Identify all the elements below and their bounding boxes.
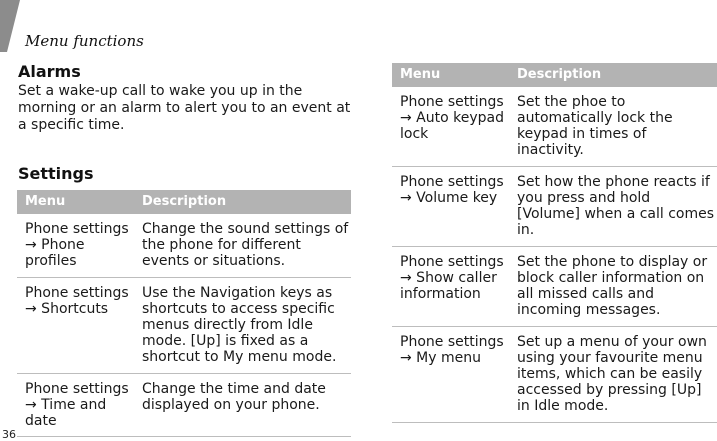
description-cell: Use the Navigation keys as shortcuts to access specific menus directly from Idle mode. [Up] is fixed as a shortcut to My menu mode. <box>134 278 351 374</box>
table-row <box>17 278 351 374</box>
description-cell: Set how the phone reacts if you press and hold [Volume] when a call comes in. <box>509 167 717 247</box>
description-column-header: Description <box>134 190 351 214</box>
table-row <box>392 327 717 423</box>
description-cell: Change the time and date displayed on your phone. <box>134 374 351 437</box>
table-row <box>392 247 717 327</box>
table-row <box>392 87 717 167</box>
table-header-row <box>392 63 717 87</box>
menu-cell: Phone settings → Shortcuts <box>17 278 134 374</box>
menu-cell: Phone settings → Auto keypad lock <box>392 87 509 167</box>
menu-cell: Phone settings → Time and date <box>17 374 134 437</box>
menu-column-header: Menu <box>392 63 509 87</box>
alarms-heading: Alarms <box>18 62 81 81</box>
table-row <box>17 214 351 278</box>
description-cell: Set up a menu of your own using your favourite menu items, which can be easily accessed by pressing [Up] in Idle mode. <box>509 327 717 423</box>
menu-column-header: Menu <box>17 190 134 214</box>
page-number: 36 <box>2 428 16 441</box>
menu-cell: Phone settings → Show caller information <box>392 247 509 327</box>
settings-table-left <box>17 190 351 437</box>
menu-cell: Phone settings → My menu <box>392 327 509 423</box>
description-cell: Set the phoe to automatically lock the keypad in times of inactivity. <box>509 87 717 167</box>
settings-table-right <box>392 63 717 423</box>
description-column-header: Description <box>509 63 717 87</box>
table-header-row <box>17 190 351 214</box>
page-header-title: Menu functions <box>25 32 144 50</box>
menu-cell: Phone settings → Phone profiles <box>17 214 134 278</box>
header-accent-bar <box>0 0 20 52</box>
table-row <box>392 167 717 247</box>
settings-heading: Settings <box>18 164 94 183</box>
table-row <box>17 374 351 437</box>
menu-cell: Phone settings → Volume key <box>392 167 509 247</box>
description-cell: Change the sound settings of the phone for different events or situations. <box>134 214 351 278</box>
description-cell: Set the phone to display or block caller information on all missed calls and incoming messages. <box>509 247 717 327</box>
alarms-description: Set a wake-up call to wake you up in the morning or an alarm to alert you to an event at a specific time. <box>18 83 351 133</box>
